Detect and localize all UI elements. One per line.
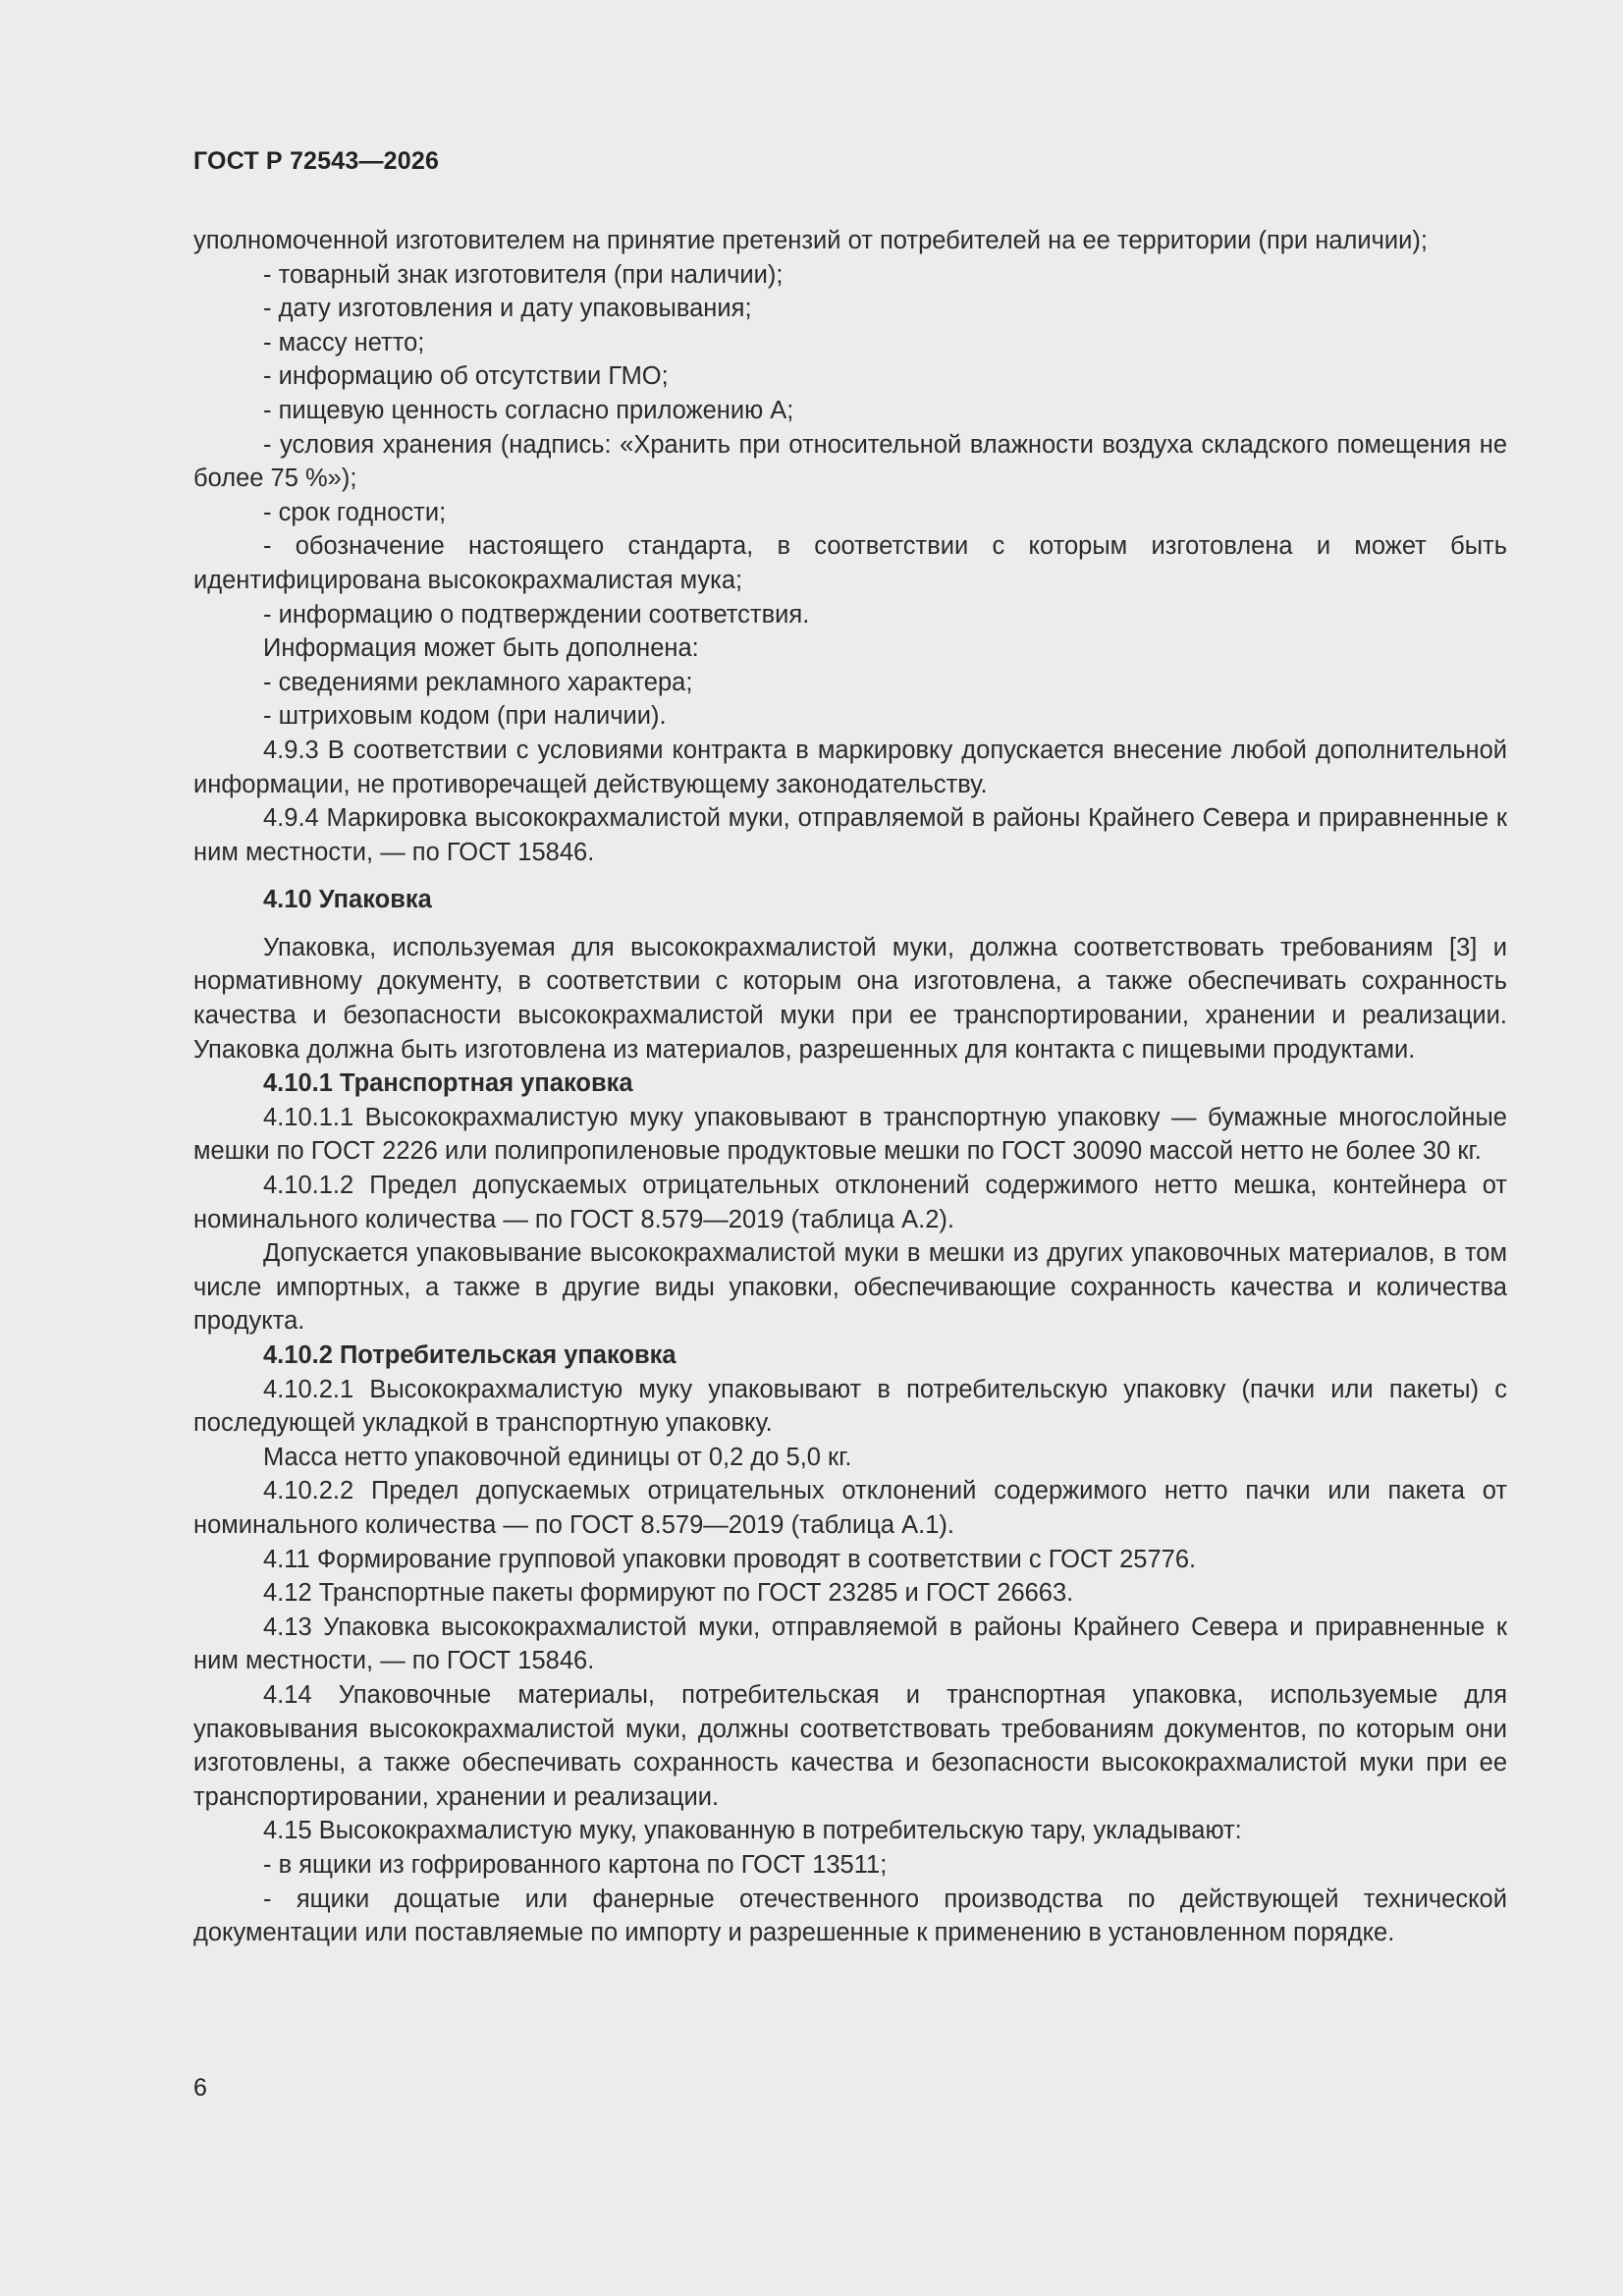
- list-item: - обозначение настоящего стандарта, в соответствии с которым изготовлена и может быть идентифицирована высококрахмалистая мука;: [193, 532, 1507, 594]
- paragraph: 4.9.4 Маркировка высококрахмалистой муки, отправляемой в районы Крайнего Севера и приравненные к ним местности, — по ГОСТ 15846.: [193, 804, 1507, 866]
- paragraph: Упаковка, используемая для высококрахмалистой муки, должна соответствовать требованиям [3] и нормативному документу, в соответствии с которым она изготовлена, а также обеспечивать сохранность качества и безопасности высококрахмалистой муки при ее транспортировании, хранении и реализации. Упаковка должна быть изготовлена из материалов, разрешенных для контакта с пищевыми продуктами.: [193, 933, 1507, 1064]
- paragraph: 4.10.2.1 Высококрахмалистую муку упаковывают в потребительскую упаковку (пачки или пакеты) с последующей укладкой в транспортную упаковку.: [193, 1375, 1507, 1438]
- document-body: [193, 224, 1507, 1950]
- paragraph: 4.10.1.2 Предел допускаемых отрицательных отклонений содержимого нетто мешка, контейнера от номинального количества — по ГОСТ 8.579—2019 (таблица А.2).: [193, 1172, 1507, 1233]
- page-number: 6: [193, 2074, 207, 2102]
- paragraph: 4.12 Транспортные пакеты формируют по ГОСТ 23285 и ГОСТ 26663.: [263, 1579, 1074, 1608]
- section-heading: 4.10 Упаковка: [263, 886, 432, 914]
- paragraph: 4.13 Упаковка высококрахмалистой муки, отправляемой в районы Крайнего Севера и приравненные к ним местности, — по ГОСТ 15846.: [193, 1613, 1507, 1675]
- list-item: - ящики дощатые или фанерные отечественного производства по действующей технической документации или поставляемые по импорту и разрешенные к применению в установленном порядке.: [193, 1885, 1507, 1947]
- paragraph: 4.10.1.1 Высококрахмалистую муку упаковывают в транспортную упаковку — бумажные многослойные мешки по ГОСТ 2226 или полипропиленовые продуктовые мешки по ГОСТ 30090 массой нетто не более 30 кг.: [193, 1103, 1507, 1166]
- paragraph: 4.14 Упаковочные материалы, потребительская и транспортная упаковка, используемые для упаковывания высококрахмалистой муки, должны соответствовать требованиям документов, по которым они изготовлены, а также обеспечивать сохранность качества и безопасности высококрахмалистой муки при ее транспортировании, хранении и реализации.: [193, 1680, 1507, 1811]
- list-item: - товарный знак изготовителя (при наличии);: [263, 260, 784, 289]
- list-item: - информацию об отсутствии ГМО;: [263, 362, 669, 391]
- list-item: - штриховым кодом (при наличии).: [263, 702, 667, 731]
- list-item: - массу нетто;: [263, 328, 425, 356]
- paragraph: Допускается упаковывание высококрахмалистой муки в мешки из других упаковочных материалов, в том числе импортных, а также в другие виды упаковки, обеспечивающие сохранность качества и количества продукта.: [193, 1239, 1507, 1336]
- subsection-heading: 4.10.1 Транспортная упаковка: [263, 1069, 633, 1098]
- list-item: - сведениями рекламного характера;: [263, 668, 693, 696]
- paragraph: 4.9.3 В соответствии с условиями контракта в маркировку допускается внесение любой дополнительной информации, не противоречащей действующему законодательству.: [193, 736, 1507, 798]
- list-item: - условия хранения (надпись: «Хранить при относительной влажности воздуха складского помещения не более 75 %»);: [193, 430, 1507, 493]
- list-item: - срок годности;: [263, 498, 447, 526]
- subsection-heading: 4.10.2 Потребительская упаковка: [263, 1341, 676, 1369]
- list-item: - пищевую ценность согласно приложению А;: [263, 396, 794, 424]
- paragraph: 4.15 Высококрахмалистую муку, упакованную в потребительскую тару, укладывают:: [263, 1817, 1242, 1845]
- paragraph: Информация может быть дополнена:: [263, 634, 699, 663]
- page-header: ГОСТ Р 72543—2026: [193, 147, 440, 175]
- list-item: - в ящики из гофрированного картона по ГОСТ 13511;: [263, 1850, 888, 1879]
- paragraph: уполномоченной изготовителем на принятие претензий от потребителей на ее территории (при наличии);: [193, 227, 1428, 254]
- list-item: - информацию о подтверждении соответствия.: [263, 600, 810, 629]
- paragraph: 4.11 Формирование групповой упаковки проводят в соответствии с ГОСТ 25776.: [263, 1545, 1197, 1573]
- list-item: - дату изготовления и дату упаковывания;: [263, 295, 752, 323]
- paragraph: Масса нетто упаковочной единицы от 0,2 до 5,0 кг.: [263, 1443, 852, 1471]
- paragraph: 4.10.2.2 Предел допускаемых отрицательных отклонений содержимого нетто пачки или пакета от номинального количества — по ГОСТ 8.579—2019 (таблица А.1).: [193, 1477, 1507, 1539]
